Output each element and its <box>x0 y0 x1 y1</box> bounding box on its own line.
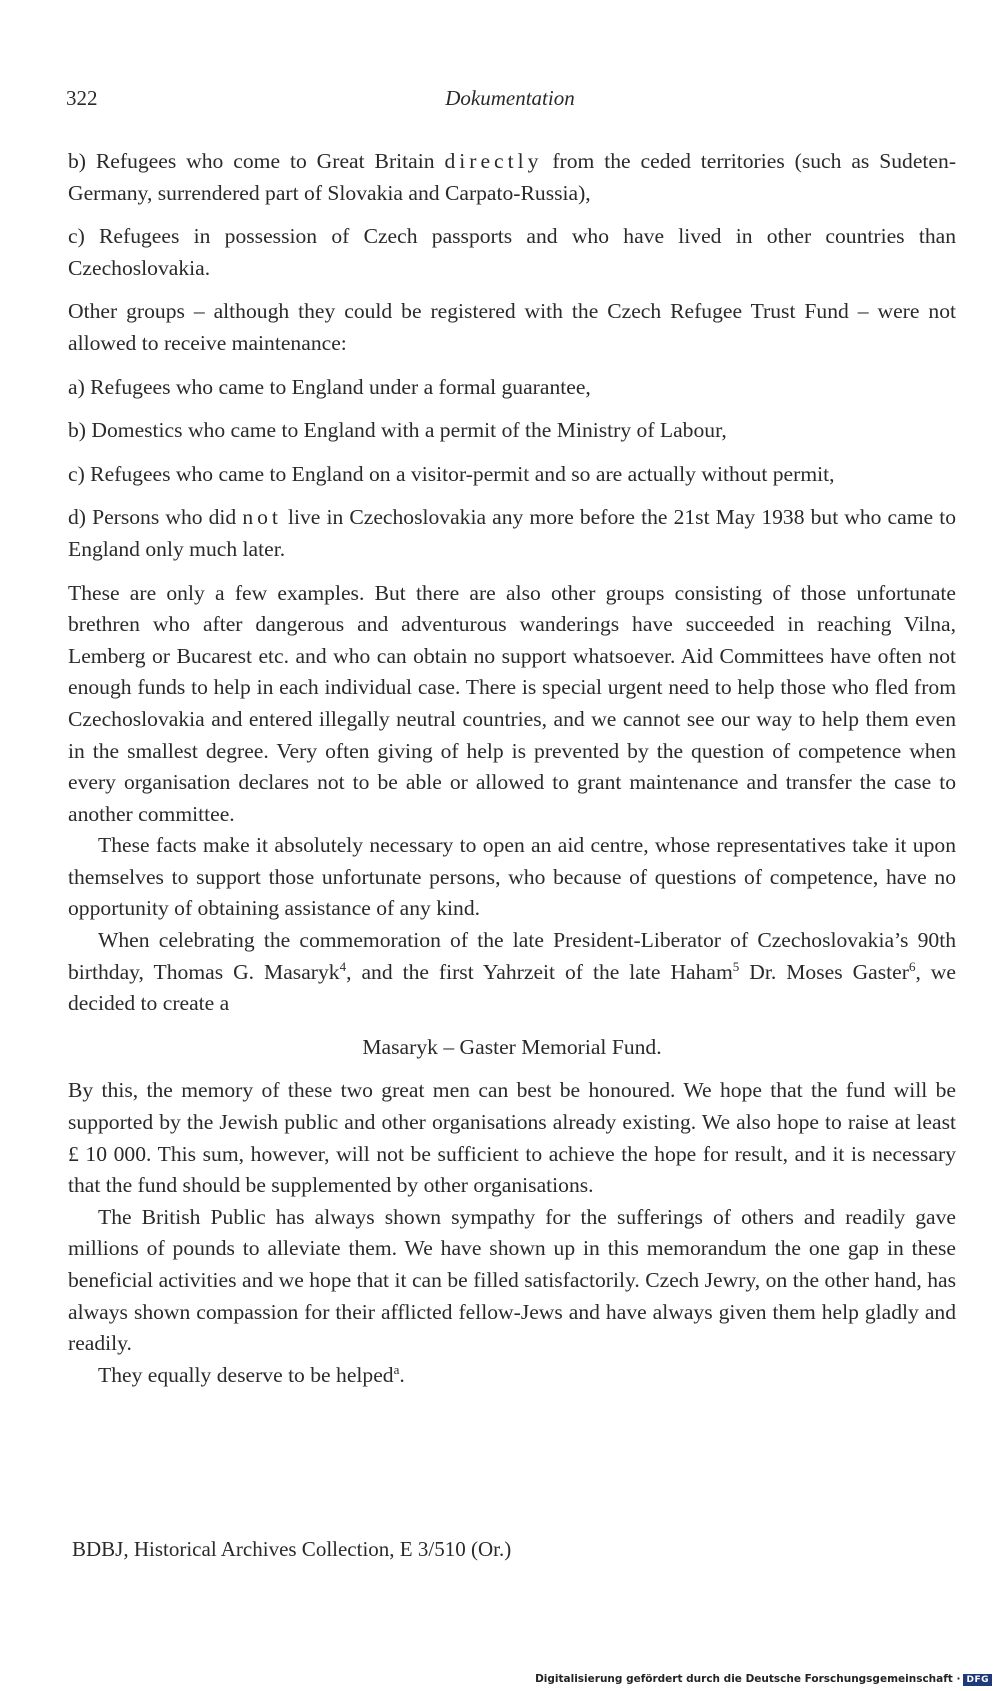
body-text <box>68 146 956 1391</box>
footnote-ref-a: a <box>393 1361 400 1377</box>
footnote-ref-5: 5 <box>732 958 740 974</box>
source-citation: BDBJ, Historical Archives Collection, E 3/510 (Or.) <box>72 1537 512 1561</box>
list-item-domestics: b) Domestics who came to England with a permit of the Ministry of Labour, <box>68 418 727 443</box>
paragraph-closing: They equally deserve to be helped$^a$. <box>98 1361 405 1387</box>
paragraph-aid-centre: These facts make it absolutely necessary to open an aid centre, whose representatives take it upon themselves to support those unfortunate persons, who because of questions of competence, have no opportunity of obtaining assistance of any kind. <box>68 833 956 921</box>
paragraph-refugees-direct: b) Refugees who come to Great Britain directly from the ceded territories (such as Sudeten-Germany, surrendered part of Slovakia and Carpato-Russia), <box>68 149 957 205</box>
footnote-ref-4: 4 <box>339 958 347 974</box>
paragraph-other-groups: Other groups – although they could be registered with the Czech Refugee Trust Fund – were not allowed to receive maintenance: <box>68 299 956 355</box>
footer-text: Digitalisierung gefördert durch die Deutsche Forschungsgemeinschaft · <box>535 1673 961 1685</box>
paragraph-czech-passports: c) Refugees in possession of Czech passports and who have lived in other countries than Czechoslovakia. <box>68 224 956 280</box>
paragraph-commemoration: When celebrating the commemoration of the late President-Liberator of Czechoslovakia’s 90th birthday, Thomas G. Masaryk$^4$, and the first Yahrzeit of the late Haham$^5$ Dr. Moses Gaster$^6$, we decided to create a <box>68 928 956 1016</box>
page-number: 322 <box>66 86 98 110</box>
running-title: Dokumentation <box>445 86 575 110</box>
list-item-formal-guarantee: a) Refugees who came to England under a formal guarantee, <box>68 374 591 399</box>
list-item-persons-not-living: d) Persons who did not live in Czechoslovakia any more before the 21st May 1938 but who came to England only much later. <box>68 505 956 561</box>
digitization-footer <box>535 1673 992 1686</box>
page-header <box>66 86 954 116</box>
paragraph-examples: These are only a few examples. But there are also other groups consisting of those unfortunate brethren who after dangerous and adventurous wanderings have succeeded in reaching Vilna, Lemberg or Bucarest etc. and who can obtain no support whatsoever. Aid Committees have often not enough funds to help in each individual case. There is special urgent need to help those who fled from Czechoslovakia and entered illegally neutral countries, and we cannot see our way to help them even in the smallest degree. Very often giving of help is prevented by the question of competence when every organisation declares not to be able or allowed to grant maintenance and transfer the case to another committee. <box>68 580 956 826</box>
list-item-visitor-permit: c) Refugees who came to England on a visitor-permit and so are actually without permit, <box>68 461 835 486</box>
footnote-ref-6: 6 <box>908 958 916 974</box>
paragraph-fund-support: By this, the memory of these two great men can best be honoured. We hope that the fund will be supported by the Jewish public and other organisations already existing. We also hope to raise at least £ 10 000. This sum, however, will not be sufficient to achieve the hope for result, and it is necessary that the fund should be supplemented by other organisations. <box>68 1078 956 1198</box>
fund-title: Masaryk – Gaster Memorial Fund. <box>362 1034 662 1059</box>
dfg-logo: DFG <box>963 1674 992 1686</box>
paragraph-british-public: The British Public has always shown sympathy for the sufferings of others and readily gave millions of pounds to alleviate them. We have shown up in this memorandum the one gap in these beneficial activities and we hope that it can be filled satisfactorily. Czech Jewry, on the other hand, has always shown compassion for their afflicted fellow-Jews and have always given them help gladly and readily. <box>68 1204 956 1356</box>
